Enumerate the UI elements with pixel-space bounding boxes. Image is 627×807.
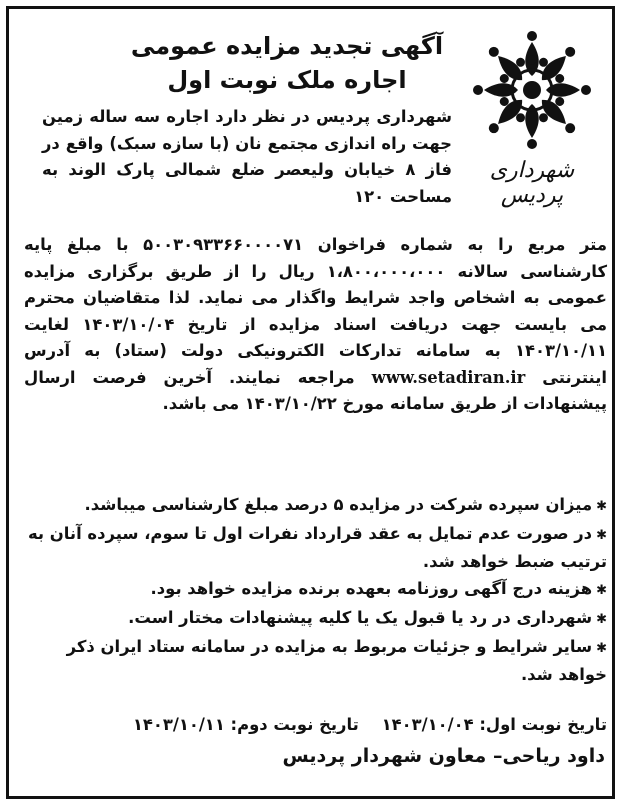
- intro-text: شهرداری پردیس در نظر دارد اجاره سه ساله زمین جهت راه اندازی مجتمع نان (با سازه سبک) واقع در فاز ۸ خیابان ولیعصر ضلع شمالی پارک الوند به مساحت ۱۲۰: [42, 107, 452, 206]
- first-date-label: تاریخ نوبت اول:: [479, 715, 607, 734]
- list-item: ✱شهرداری در رد یا قبول یک یا کلیه پیشنهادات مختار است.: [128, 608, 607, 627]
- publication-dates: [24, 712, 607, 738]
- bullet-star-icon: ✱: [596, 612, 607, 627]
- intro-paragraph: [42, 104, 452, 210]
- bullet-star-icon: ✱: [596, 641, 607, 656]
- bullet-star-icon: ✱: [596, 583, 607, 598]
- list-item: ✱میزان سپرده شرکت در مزایده ۵ درصد مبلغ کارشناسی میباشد.: [84, 495, 607, 514]
- bullet-star-icon: ✱: [596, 499, 607, 514]
- bullet-star-icon: ✱: [596, 528, 607, 543]
- conditions-list: [24, 492, 607, 689]
- body-text-2: مراجعه نمایند. آخرین فرصت ارسال پیشنهادات از طریق سامانه مورخ ۱۴۰۳/۱۰/۲۲ می باشد.: [24, 367, 607, 413]
- list-item: ✱هزینه درج آگهی روزنامه بعهده برنده مزایده خواهد بود.: [150, 579, 607, 598]
- notice-subtitle: اجاره ملک نوبت اول: [167, 66, 407, 94]
- first-date: ۱۴۰۳/۱۰/۰۴: [381, 715, 474, 734]
- second-date: ۱۴۰۳/۱۰/۱۱: [132, 715, 225, 734]
- website-link[interactable]: www.setadiran.ir: [371, 367, 526, 387]
- list-item: ✱سایر شرایط و جزئیات مربوط به مزایده در سامانه ستاد ایران ذکر خواهد شد.: [66, 637, 607, 684]
- signer-name: داود ریاحی– معاون شهردار پردیس: [282, 745, 605, 767]
- body-paragraph: [24, 232, 607, 418]
- logo-caption: شهرداری پردیس: [489, 158, 575, 208]
- second-date-label: تاریخ نوبت دوم:: [230, 715, 359, 734]
- notice-title: آگهی تجدید مزایده عمومی: [130, 32, 444, 60]
- list-item: ✱در صورت عدم تمایل به عقد قرارداد نفرات اول تا سوم، سپرده آنان به ترتیب ضبط خواهد شد.: [27, 524, 607, 571]
- body-text-1: متر مربع را به شماره فراخوان ۵۰۰۳۰۹۳۳۶۶۰۰۰۰۷۱ با مبلغ پایه کارشناسی سالانه ۱،۸۰۰،۰۰۰،۰۰۰ ریال را از طریق برگزاری مزایده عمومی به اشخاص واجد شرایط واگذار می نماید. لذا متقاضیان محترم می بایست جهت دریافت اسناد مزایده از تاریخ ۱۴۰۳/۱۰/۰۴ لغایت ۱۴۰۳/۱۰/۱۱ به سامانه تدارکات الکترونیکی دولت (ستاد) به آدرس اینترنتی: [24, 235, 608, 387]
